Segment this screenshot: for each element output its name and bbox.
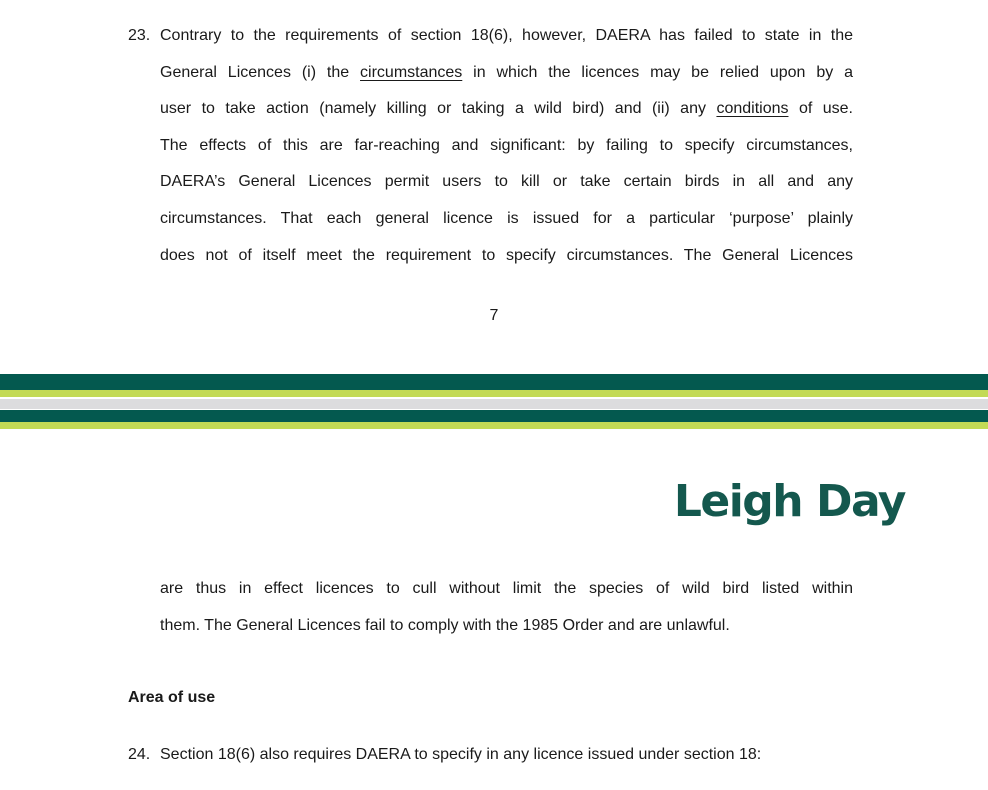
line-segment: in which the licences may be relied upon by a <box>462 63 853 81</box>
page-8 <box>0 410 988 790</box>
underlined-word-conditions: conditions <box>716 100 789 118</box>
page7-footer-stripe-dark <box>0 374 988 390</box>
page7-footer-stripe-light <box>0 390 988 397</box>
text-line: Contrary to the requirements of section 18(6), however, DAERA has failed to state in the <box>160 27 853 44</box>
text-line: them. The General Licences fail to comply with the 1985 Order and are unlawful. <box>160 616 730 634</box>
text-line: DAERA’s General Licences permit users to kill or take certain birds in all and any <box>160 173 853 191</box>
text-line <box>160 59 853 96</box>
line-segment: user to take action (namely killing or taking a wild bird) and (ii) any <box>160 100 717 118</box>
paragraph-23 <box>128 22 853 278</box>
underlined-word-circumstances: circumstances <box>360 63 463 81</box>
leigh-day-logo: Leigh Day <box>673 476 905 527</box>
page-gap <box>0 399 988 409</box>
text-line: The effects of this are far-reaching and significant: by failing to specify circumstances, <box>160 136 853 154</box>
line-segment: of use. <box>788 100 853 118</box>
text-line: Section 18(6) also requires DAERA to specify in any licence issued under section 18: <box>160 746 762 763</box>
page-number: 7 <box>489 307 499 324</box>
section-heading-area-of-use: Area of use <box>128 689 216 706</box>
paragraph-23-continuation <box>160 575 853 648</box>
text-line: circumstances. That each general licence is issued for a particular ‘purpose’ plainly <box>160 209 853 227</box>
text-line: does not of itself meet the requirement to specify circumstances. The General Licences <box>160 246 853 264</box>
text-line: are thus in effect licences to cull without limit the species of wild bird listed within <box>160 580 853 597</box>
line-segment: General Licences (i) the <box>160 63 361 81</box>
paragraph-24 <box>128 741 853 778</box>
paragraph-23-number: 23. <box>128 27 151 44</box>
page8-header-stripe-dark <box>0 410 988 422</box>
text-line <box>160 95 853 132</box>
page8-header-stripe-light <box>0 422 988 429</box>
paragraph-24-number: 24. <box>128 746 151 763</box>
